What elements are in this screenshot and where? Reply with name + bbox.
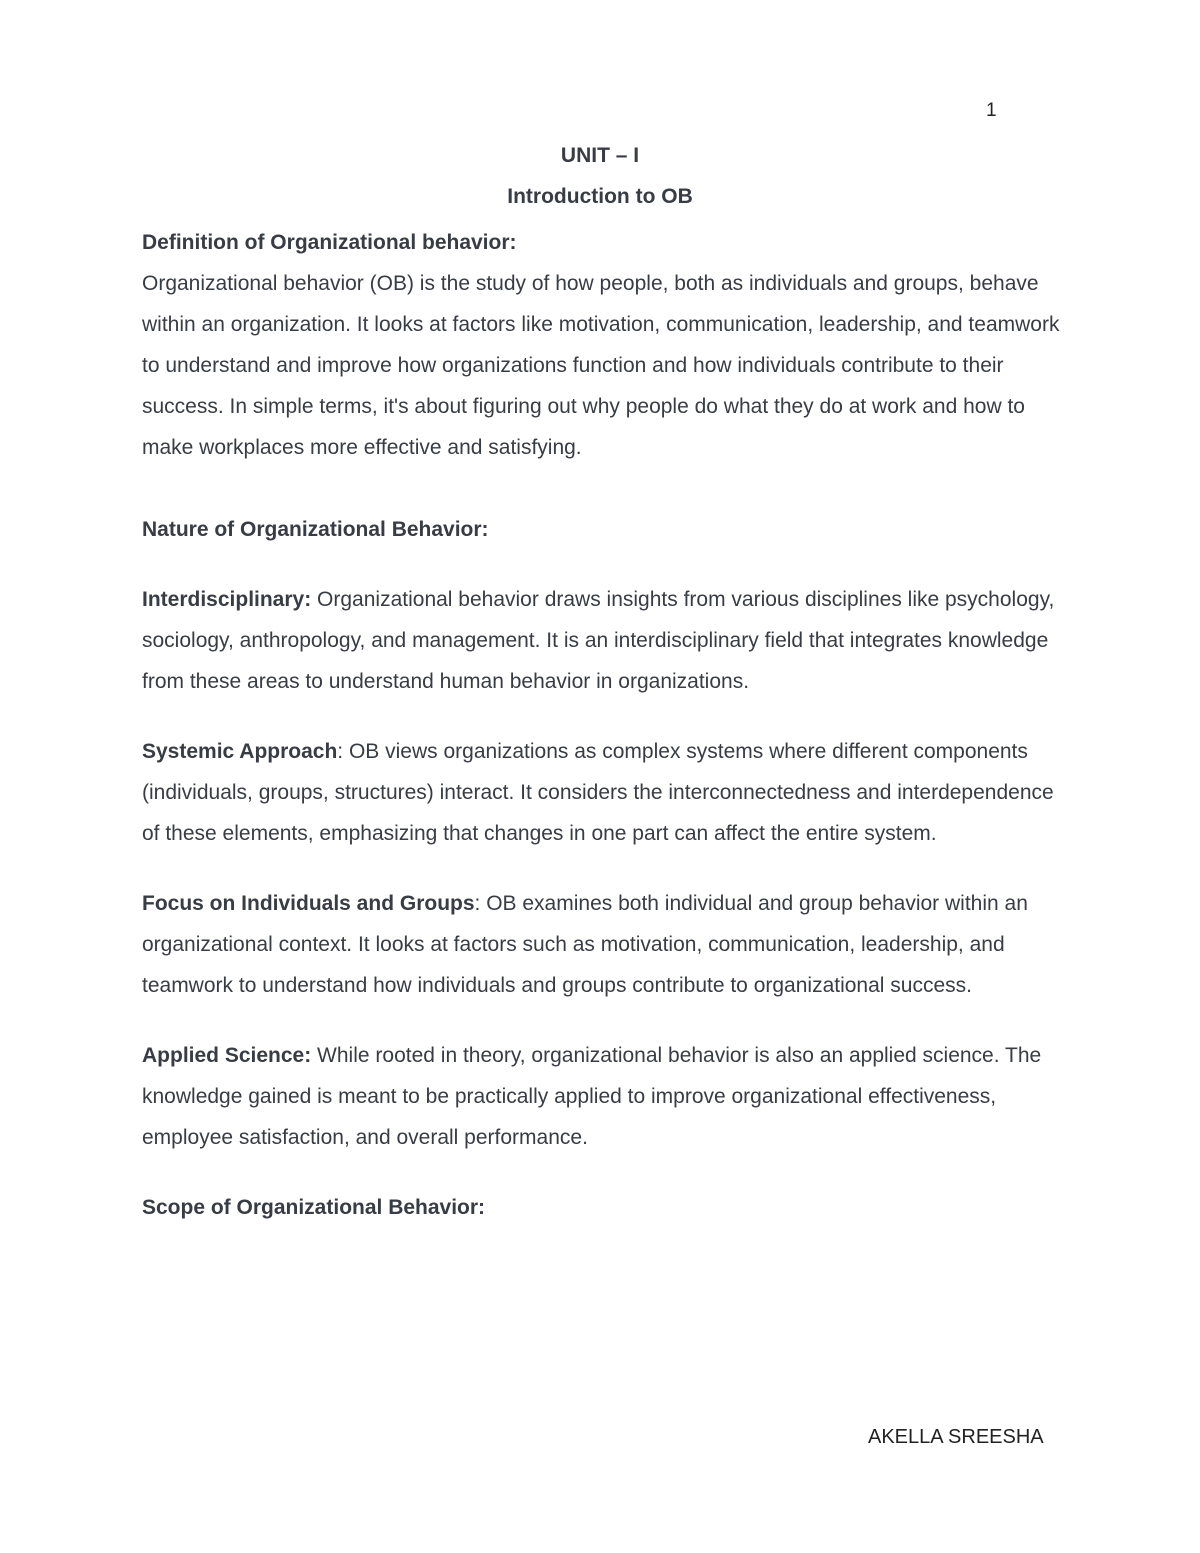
nature-item-term: Focus on Individuals and Groups bbox=[142, 892, 475, 915]
spacer bbox=[142, 468, 1072, 509]
footer-author: AKELLA SREESHA bbox=[868, 1426, 1044, 1448]
nature-item-term: Systemic Approach bbox=[142, 740, 338, 763]
spacer bbox=[142, 1006, 1072, 1035]
nature-item-text: : OB views organizations as complex systems where different components (individuals, groups, structures) interact. It considers the interconnectedness and interdependence of these elements, emphasizing that changes in one part can affect the entire system. bbox=[142, 740, 1054, 845]
spacer bbox=[142, 1158, 1072, 1187]
spacer bbox=[142, 550, 1072, 579]
nature-item-term: Applied Science: bbox=[142, 1044, 312, 1067]
nature-item-text: Organizational behavior draws insights from various disciplines like psychology, sociology, anthropology, and management. It is an interdisciplinary field that integrates knowledge from these areas to understand human behavior in organizations. bbox=[142, 588, 1055, 693]
scope-heading: Scope of Organizational Behavior: bbox=[142, 1196, 486, 1219]
document-body bbox=[142, 222, 1072, 1228]
nature-item-text: : OB examines both individual and group behavior within an organizational context. It looks at factors such as motivation, communication, leadership, and teamwork to understand how individuals and groups contribute to organizational success. bbox=[142, 892, 1028, 997]
definition-heading: Definition of Organizational behavior: bbox=[142, 231, 517, 254]
nature-item-focus bbox=[142, 883, 1072, 1006]
spacer bbox=[142, 854, 1072, 883]
nature-item-systemic bbox=[142, 731, 1072, 854]
nature-item-term: Interdisciplinary: bbox=[142, 588, 312, 611]
page-number: 1 bbox=[986, 100, 997, 121]
nature-item-text: While rooted in theory, organizational behavior is also an applied science. The knowledge gained is meant to be practically applied to improve organizational effectiveness, employee satisfaction, and overall performance. bbox=[142, 1044, 1042, 1149]
nature-item-interdisciplinary bbox=[142, 579, 1072, 702]
intro-title: Introduction to OB bbox=[507, 185, 693, 208]
spacer bbox=[142, 702, 1072, 731]
definition-text: Organizational behavior (OB) is the study of how people, both as individuals and groups, behave within an organization. It looks at factors like motivation, communication, leadership, and teamwork to understand and improve how organizations function and how individuals contribute to their success. In simple terms, it's about figuring out why people do what they do at work and how to make workplaces more effective and satisfying. bbox=[142, 272, 1060, 459]
nature-item-applied bbox=[142, 1035, 1072, 1158]
unit-title: UNIT – I bbox=[560, 144, 640, 167]
nature-heading: Nature of Organizational Behavior: bbox=[142, 518, 489, 541]
